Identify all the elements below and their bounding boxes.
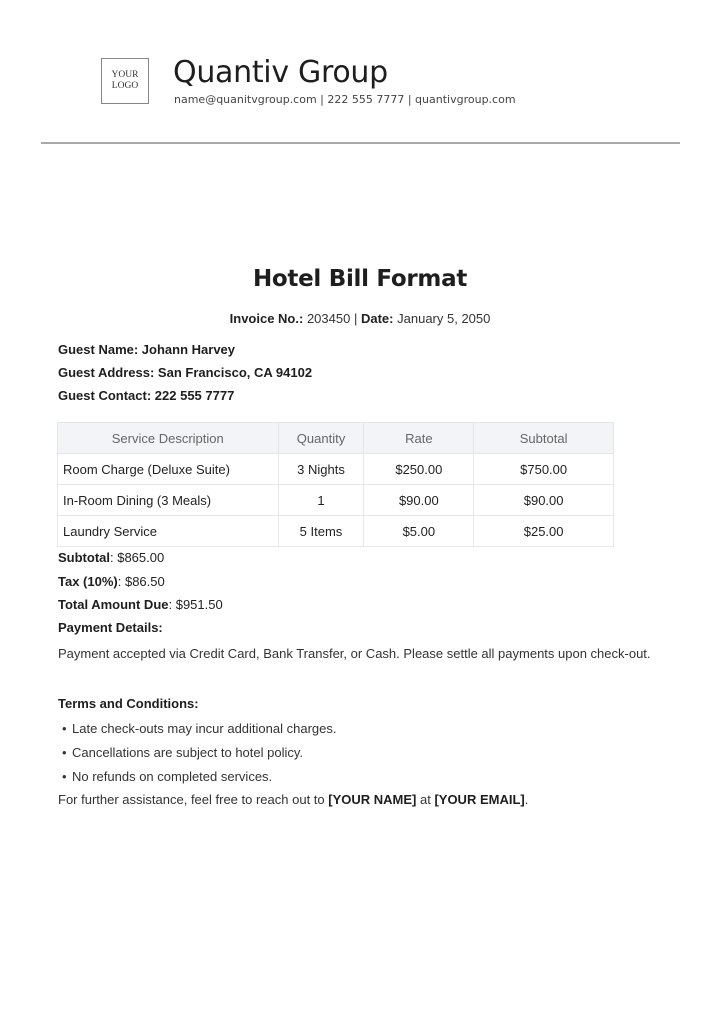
tax-label: Tax (10%) bbox=[58, 573, 118, 589]
table-cell: $5.00 bbox=[364, 516, 474, 547]
logo-line-1: YOUR bbox=[111, 70, 139, 80]
company-contact: name@quanitvgroup.com | 222 555 7777 | quantivgroup.com bbox=[174, 93, 516, 106]
terms-list bbox=[62, 720, 336, 792]
table-cell: Laundry Service bbox=[58, 516, 279, 547]
table-cell: 1 bbox=[278, 485, 364, 516]
term-text: No refunds on completed services. bbox=[72, 769, 273, 784]
letterhead bbox=[101, 56, 661, 112]
list-item bbox=[62, 768, 336, 792]
assistance-prefix: For further assistance, feel free to reach out to bbox=[58, 792, 329, 807]
term-text: Cancellations are subject to hotel policy. bbox=[72, 745, 303, 760]
logo-placeholder bbox=[101, 58, 149, 104]
table-cell: $25.00 bbox=[474, 516, 614, 547]
terms-heading: Terms and Conditions: bbox=[58, 696, 199, 711]
table-row bbox=[58, 454, 614, 485]
table-cell: $250.00 bbox=[364, 454, 474, 485]
header-divider bbox=[41, 142, 680, 144]
table-cell: $90.00 bbox=[474, 485, 614, 516]
contact-name-placeholder: [YOUR NAME] bbox=[328, 792, 417, 807]
table-cell: 3 Nights bbox=[278, 454, 364, 485]
tax-value: : $86.50 bbox=[117, 573, 165, 589]
bullet-icon: • bbox=[62, 721, 67, 736]
guest-name: Guest Name: Johann Harvey bbox=[58, 342, 236, 357]
table-row bbox=[58, 516, 614, 547]
payment-heading: Payment Details: bbox=[58, 620, 163, 635]
term-text: Late check-outs may incur additional charges. bbox=[72, 721, 337, 736]
subtotal-value: : $865.00 bbox=[110, 550, 165, 565]
table-cell: In-Room Dining (3 Meals) bbox=[58, 485, 279, 516]
payment-text: Payment accepted via Credit Card, Bank Transfer, or Cash. Please settle all payments upon check-out. bbox=[58, 646, 651, 661]
services-table bbox=[57, 422, 614, 547]
guest-info bbox=[58, 341, 312, 410]
invoice-meta bbox=[0, 311, 720, 326]
document-title: Hotel Bill Format bbox=[252, 266, 468, 292]
assistance-middle: at bbox=[416, 792, 435, 807]
logo-line-2: LOGO bbox=[111, 81, 139, 91]
contact-email-placeholder: [YOUR EMAIL] bbox=[434, 792, 525, 807]
column-header: Quantity bbox=[278, 423, 364, 454]
list-item bbox=[62, 720, 336, 744]
assistance-line bbox=[58, 792, 528, 807]
list-item bbox=[62, 744, 336, 768]
table-row bbox=[58, 485, 614, 516]
column-header: Service Description bbox=[58, 423, 279, 454]
bullet-icon: • bbox=[62, 769, 67, 784]
invoice-number: 203450 bbox=[306, 311, 351, 326]
table-cell: $750.00 bbox=[474, 454, 614, 485]
tax-line bbox=[58, 573, 223, 597]
table-cell: 5 Items bbox=[278, 516, 364, 547]
total-due-label: Total Amount Due bbox=[58, 597, 169, 612]
table-header-row bbox=[58, 423, 614, 454]
totals-block bbox=[58, 549, 223, 620]
company-name: Quantiv Group bbox=[173, 55, 388, 90]
subtotal-label: Subtotal bbox=[58, 550, 110, 565]
table-cell: Room Charge (Deluxe Suite) bbox=[58, 454, 279, 485]
meta-separator: | bbox=[353, 311, 358, 326]
total-due-value: : $951.50 bbox=[168, 597, 223, 612]
total-due-line bbox=[58, 596, 223, 620]
date-label: Date: bbox=[360, 311, 394, 326]
invoice-date: January 5, 2050 bbox=[397, 311, 491, 326]
guest-address: Guest Address: San Francisco, CA 94102 bbox=[58, 365, 313, 380]
invoice-label: Invoice No.: bbox=[229, 311, 304, 326]
column-header: Subtotal bbox=[474, 423, 614, 454]
column-header: Rate bbox=[364, 423, 474, 454]
bullet-icon: • bbox=[62, 745, 67, 760]
assistance-suffix: . bbox=[524, 792, 529, 807]
guest-contact: Guest Contact: 222 555 7777 bbox=[58, 388, 235, 403]
subtotal-line bbox=[58, 549, 223, 573]
table-cell: $90.00 bbox=[364, 485, 474, 516]
